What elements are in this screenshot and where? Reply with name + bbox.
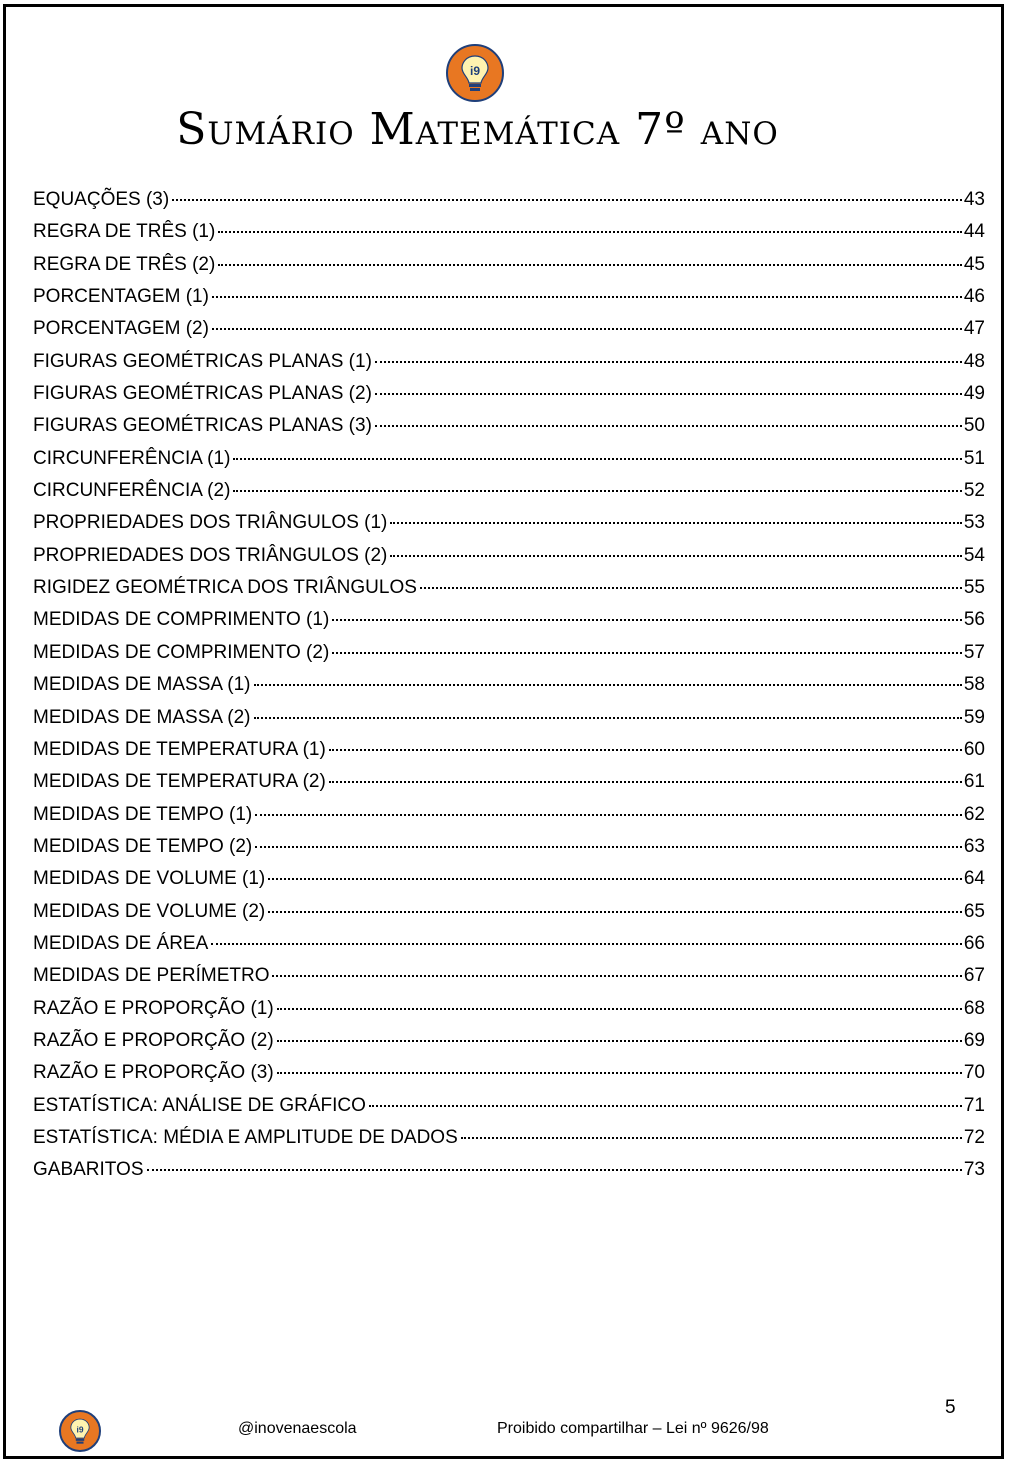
toc-entry-page: 71 [963,1094,985,1116]
footer-social-handle: @inovenaescola [238,1420,357,1437]
toc-entry[interactable] [33,577,985,609]
toc-entry-label: FIGURAS GEOMÉTRICAS PLANAS (2) [33,383,372,405]
toc-entry-label: RIGIDEZ GEOMÉTRICA DOS TRIÂNGULOS [33,577,417,599]
toc-entry-page: 60 [963,738,985,760]
toc-entry[interactable] [33,868,985,900]
toc-entry[interactable] [33,771,985,803]
toc-leader-dots [420,587,962,589]
toc-leader-dots [254,684,962,686]
toc-entry-page: 47 [963,318,985,340]
toc-entry[interactable] [33,707,985,739]
toc-leader-dots [375,425,962,427]
toc-leader-dots [277,1008,962,1010]
toc-entry-label: MEDIDAS DE MASSA (2) [33,706,251,728]
toc-entry[interactable] [33,1062,985,1094]
toc-entry-page: 57 [963,641,985,663]
toc-entry[interactable] [33,933,985,965]
toc-entry[interactable] [33,804,985,836]
toc-leader-dots [329,781,962,783]
toc-entry[interactable] [33,189,985,221]
toc-entry[interactable] [33,383,985,415]
toc-entry-page: 64 [963,868,985,890]
toc-entry-label: RAZÃO E PROPORÇÃO (1) [33,997,274,1019]
toc-entry-label: MEDIDAS DE PERÍMETRO [33,965,270,987]
toc-entry-page: 51 [963,447,985,469]
toc-leader-dots [211,943,962,945]
toc-entry-page: 52 [963,480,985,502]
toc-entry-page: 62 [963,803,985,825]
toc-entry-label: PORCENTAGEM (1) [33,286,209,308]
toc-entry-page: 56 [963,609,985,631]
toc-leader-dots [461,1137,962,1139]
toc-entry-label: REGRA DE TRÊS (2) [33,253,216,275]
toc-entry-page: 73 [963,1159,985,1181]
toc-entry-page: 49 [963,383,985,405]
toc-entry-label: MEDIDAS DE COMPRIMENTO (1) [33,609,330,631]
toc-leader-dots [332,619,962,621]
toc-leader-dots [375,361,962,363]
toc-entry-page: 45 [963,253,985,275]
page-number: 5 [945,1397,956,1418]
toc-entry[interactable] [33,415,985,447]
toc-leader-dots [390,522,961,524]
toc-entry[interactable] [33,674,985,706]
footer-copyright-notice: Proibido compartilhar – Lei nº 9626/98 [497,1420,769,1437]
toc-entry-label: RAZÃO E PROPORÇÃO (3) [33,1062,274,1084]
page-title: Sumário Matemática 7º ano [176,104,779,155]
toc-entry-label: ESTATÍSTICA: MÉDIA E AMPLITUDE DE DADOS [33,1126,458,1148]
toc-entry[interactable] [33,739,985,771]
toc-leader-dots [147,1169,962,1171]
toc-entry[interactable] [33,998,985,1030]
toc-entry-label: PROPRIEDADES DOS TRIÂNGULOS (1) [33,512,388,534]
toc-entry-page: 55 [963,577,985,599]
toc-entry-page: 59 [963,706,985,728]
toc-leader-dots [255,846,962,848]
toc-entry[interactable] [33,1159,985,1191]
toc-entry[interactable] [33,448,985,480]
toc-entry-label: PORCENTAGEM (2) [33,318,209,340]
toc-entry-page: 58 [963,674,985,696]
toc-entry-page: 46 [963,286,985,308]
i9-lightbulb-logo-icon [59,1410,101,1452]
toc-entry-page: 43 [963,189,985,210]
toc-entry-label: EQUAÇÕES (3) [33,189,170,210]
toc-leader-dots [329,749,962,751]
toc-entry-label: MEDIDAS DE ÁREA [33,932,209,954]
toc-entry-label: ESTATÍSTICA: ANÁLISE DE GRÁFICO [33,1094,366,1116]
toc-leader-dots [268,911,962,913]
toc-entry[interactable] [33,545,985,577]
toc-entry[interactable] [33,318,985,350]
toc-entry-page: 48 [963,350,985,372]
toc-leader-dots [218,231,962,233]
toc-leader-dots [277,1072,962,1074]
toc-leader-dots [254,717,962,719]
toc-entry-label: PROPRIEDADES DOS TRIÂNGULOS (2) [33,544,388,566]
toc-leader-dots [277,1040,962,1042]
toc-entry[interactable] [33,1030,985,1062]
toc-entry-page: 67 [963,965,985,987]
toc-entry-page: 72 [963,1126,985,1148]
toc-entry-label: MEDIDAS DE COMPRIMENTO (2) [33,641,330,663]
toc-leader-dots [212,328,962,330]
toc-leader-dots [332,652,962,654]
toc-entry[interactable] [33,286,985,318]
toc-entry-page: 65 [963,900,985,922]
toc-leader-dots [172,199,962,201]
toc-entry-page: 66 [963,932,985,954]
toc-entry[interactable] [33,836,985,868]
toc-leader-dots [369,1105,962,1107]
toc-entry[interactable] [33,965,985,997]
toc-leader-dots [218,264,962,266]
toc-leader-dots [212,296,962,298]
svg-text:i9: i9 [469,64,481,78]
toc-leader-dots [375,393,962,395]
i9-lightbulb-logo-icon [446,44,504,102]
toc-leader-dots [255,814,962,816]
toc-entry[interactable] [33,609,985,641]
toc-entry-label: MEDIDAS DE VOLUME (1) [33,868,266,890]
toc-entry-label: FIGURAS GEOMÉTRICAS PLANAS (1) [33,350,372,372]
toc-entry-page: 63 [963,835,985,857]
toc-entry-label: RAZÃO E PROPORÇÃO (2) [33,1029,274,1051]
toc-entry[interactable] [33,221,985,253]
toc-entry-label: MEDIDAS DE TEMPO (1) [33,803,253,825]
toc-entry-page: 50 [963,415,985,437]
toc-entry-page: 44 [963,221,985,243]
toc-leader-dots [272,975,961,977]
toc-entry-label: REGRA DE TRÊS (1) [33,221,216,243]
svg-text:i9: i9 [76,1424,84,1435]
toc-entry-label: MEDIDAS DE TEMPERATURA (1) [33,738,326,760]
toc-entry[interactable] [33,254,985,286]
toc-leader-dots [233,490,961,492]
toc-entry-label: MEDIDAS DE TEMPO (2) [33,835,253,857]
toc-entry-label: MEDIDAS DE MASSA (1) [33,674,251,696]
toc-entry[interactable] [33,642,985,674]
toc-entry-page: 70 [963,1062,985,1084]
toc-entry[interactable] [33,351,985,383]
toc-entry-label: CIRCUNFERÊNCIA (2) [33,480,231,502]
toc-entry-label: GABARITOS [33,1159,144,1181]
toc-entry-label: MEDIDAS DE TEMPERATURA (2) [33,771,326,793]
toc-entry-label: FIGURAS GEOMÉTRICAS PLANAS (3) [33,415,372,437]
toc-entry[interactable] [33,1127,985,1159]
toc-entry-label: CIRCUNFERÊNCIA (1) [33,447,231,469]
toc-entry[interactable] [33,480,985,512]
toc-entry-label: MEDIDAS DE VOLUME (2) [33,900,266,922]
table-of-contents [33,189,985,1192]
toc-leader-dots [233,458,961,460]
toc-entry[interactable] [33,1095,985,1127]
toc-entry-page: 61 [963,771,985,793]
toc-leader-dots [268,878,962,880]
toc-entry[interactable] [33,512,985,544]
toc-entry-page: 54 [963,544,985,566]
toc-leader-dots [390,555,961,557]
toc-entry[interactable] [33,901,985,933]
toc-entry-page: 53 [963,512,985,534]
toc-entry-page: 69 [963,1029,985,1051]
toc-entry-page: 68 [963,997,985,1019]
